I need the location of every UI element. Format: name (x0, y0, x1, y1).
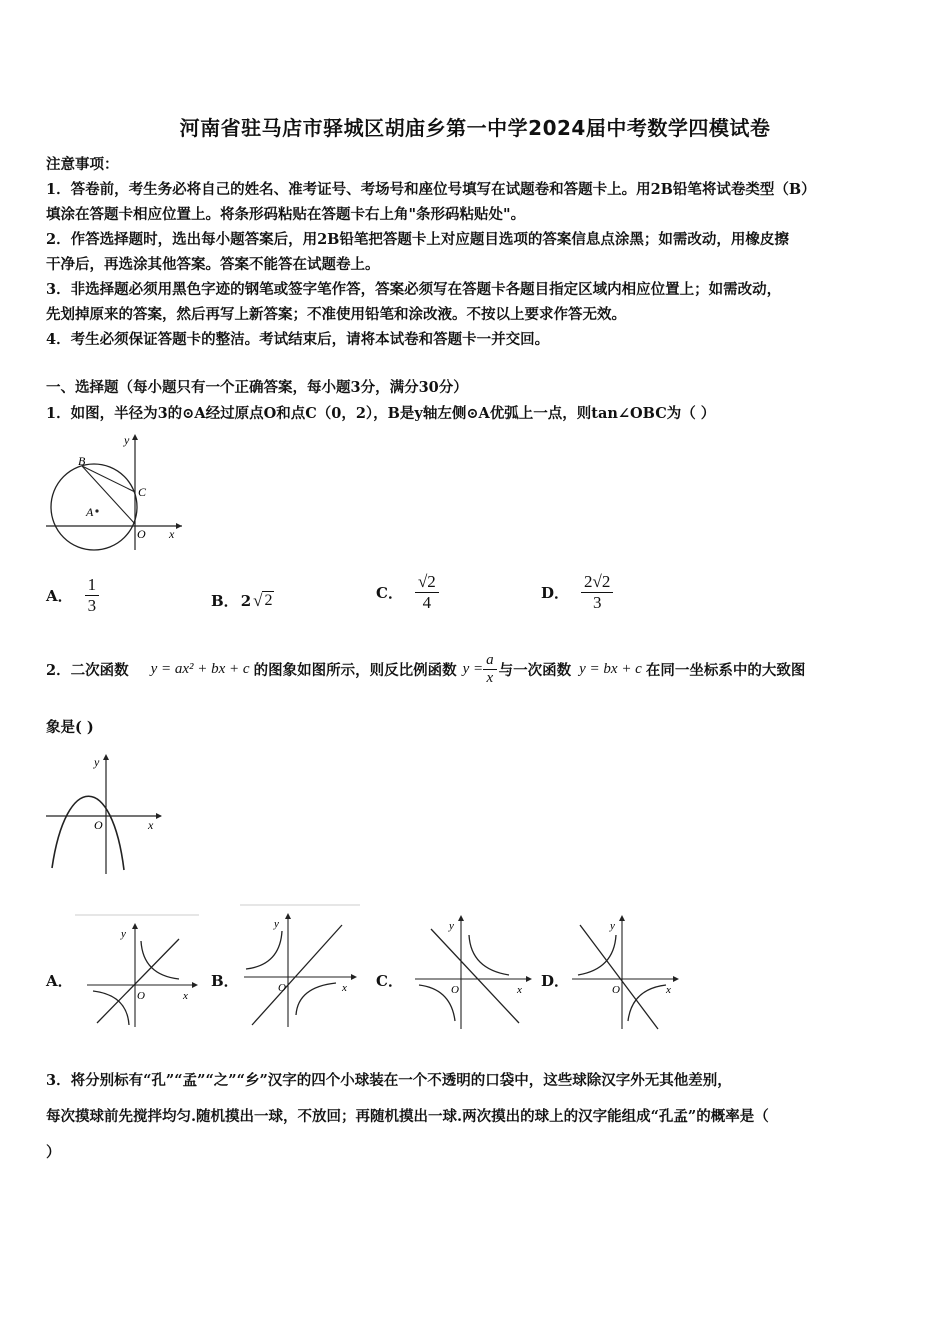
fraction-numerator: a (483, 652, 497, 670)
page-title: 河南省驻马店市驿城区胡庙乡第一中学2024届中考数学四模试卷 (179, 116, 771, 140)
q2-option-d-graph[interactable] (570, 913, 682, 1033)
q2-suffix: 在同一坐标系中的大致图 (645, 662, 806, 679)
figure-label-b: B (78, 454, 86, 468)
figure-label-o: O (137, 527, 146, 541)
axis-label-o: O (137, 990, 145, 1002)
figure-label-x: x (169, 527, 175, 541)
question-2-text (46, 652, 926, 687)
quadratic-expression: y = ax² + bx + c (150, 661, 250, 677)
option-label: A． (46, 587, 73, 605)
axis-label-y: y (449, 920, 454, 932)
q1-circle-figure (44, 430, 184, 552)
option-label: C． (376, 584, 403, 602)
axis-label-y: y (94, 755, 100, 769)
axis-label-o: O (94, 818, 103, 832)
radicand: 2 (264, 592, 273, 609)
option-label: B． (211, 592, 239, 610)
axis-label-y: y (121, 928, 126, 940)
notice-line: 先划掉原来的答案，然后再写上新答案；不准使用铅笔和涂改液。不按以上要求作答无效。 (46, 306, 626, 323)
axis-label-x: x (148, 818, 154, 832)
axis-label-o: O (451, 984, 459, 996)
q2-prefix: 2．二次函数 (46, 662, 129, 679)
q1-option-a[interactable] (46, 575, 99, 616)
fraction-denominator: 3 (87, 596, 97, 615)
q2-option-b-graph[interactable] (238, 903, 362, 1031)
figure-label-c: C (138, 485, 147, 499)
q2-option-d-label[interactable]: D． (541, 972, 570, 990)
question-3-text-line3: ） (46, 1144, 61, 1161)
axis-label-o: O (612, 984, 620, 996)
axis-label-y: y (610, 920, 615, 932)
q1-option-b[interactable] (211, 590, 274, 611)
q1-option-c[interactable] (376, 572, 439, 613)
notice-line: 填涂在答题卡相应位置上。将条形码粘贴在答题卡右上角"条形码粘贴处"。 (46, 206, 526, 223)
fraction-denominator: x (486, 670, 494, 686)
q2-option-a-label[interactable]: A． (46, 972, 73, 990)
q2-option-b-label[interactable]: B． (211, 972, 239, 990)
fraction (415, 572, 439, 613)
axis-label-x: x (666, 984, 671, 996)
axis-label-x: x (517, 984, 522, 996)
q2-mid: 的图象如图所示，则反比例函数 (253, 662, 457, 679)
fraction (85, 575, 100, 616)
linear-expression: y = bx + c (579, 661, 642, 677)
q2-option-a-graph[interactable] (73, 913, 201, 1031)
axis-label-x: x (342, 982, 347, 994)
notice-line: 干净后，再选涂其他答案。答案不能答在试题卷上。 (46, 256, 380, 273)
fraction-numerator: 1 (85, 575, 100, 596)
sqrt-sign: √ (253, 590, 263, 610)
fraction-denominator: 4 (422, 593, 432, 612)
q1-option-d[interactable] (541, 572, 613, 613)
question-3-text-line2: 每次摸球前先搅拌均匀.随机摸出一球，不放回；再随机摸出一球.两次摸出的球上的汉字能组成“孔孟”的概率是（ (46, 1108, 769, 1125)
question-2-text-line2: 象是( ) (46, 719, 94, 736)
option-label: D． (541, 584, 570, 602)
figure-label-y: y (124, 433, 130, 447)
reciprocal-lhs: y = (462, 661, 484, 677)
axis-label-x: x (183, 990, 188, 1002)
axis-label-y: y (274, 918, 279, 930)
reciprocal-fraction (483, 652, 497, 687)
notice-heading: 注意事项： (46, 156, 119, 173)
section-heading: 一、选择题（每小题只有一个正确答案，每小题3分，满分30分） (46, 379, 468, 396)
notice-line: 2．作答选择题时，选出每小题答案后，用2B铅笔把答题卡上对应题目选项的答案信息点涂黑；如需改动，用橡皮擦 (46, 231, 789, 248)
notice-line: 4．考生必须保证答题卡的整洁。考试结束后，请将本试卷和答题卡一并交回。 (46, 331, 550, 348)
question-3-text-line1: 3．将分别标有“孔”“孟”“之”“乡”汉字的四个小球装在一个不透明的口袋中，这些球除汉字外无其他差别， (46, 1072, 732, 1089)
coefficient: 2 (240, 591, 252, 610)
q2-parabola-figure (44, 752, 164, 876)
axis-label-o: O (278, 982, 286, 994)
q2-option-c-graph[interactable] (413, 913, 535, 1031)
figure-label-a: A (86, 505, 94, 519)
fraction-numerator: 2√2 (581, 572, 613, 593)
fraction (581, 572, 613, 613)
notice-line: 1．答卷前，考生务必将自己的姓名、准考证号、考场号和座位号填写在试题卷和答题卡上。用2B铅笔将试卷类型（B） (46, 181, 816, 198)
fraction-numerator: √2 (415, 572, 439, 593)
question-1-text: 1．如图，半径为3的⊙A经过原点O和点C（0，2），B是y轴左侧⊙A优弧上一点，则tan∠OBC为（ ） (46, 405, 716, 422)
notice-line: 3．非选择题必须用黑色字迹的钢笔或签字笔作答，答案必须写在答题卡各题目指定区域内相应位置上；如需改动， (46, 281, 782, 298)
q2-mid2: 与一次函数 (498, 662, 572, 679)
fraction-denominator: 3 (592, 593, 602, 612)
q2-option-c-label[interactable]: C． (376, 972, 403, 990)
